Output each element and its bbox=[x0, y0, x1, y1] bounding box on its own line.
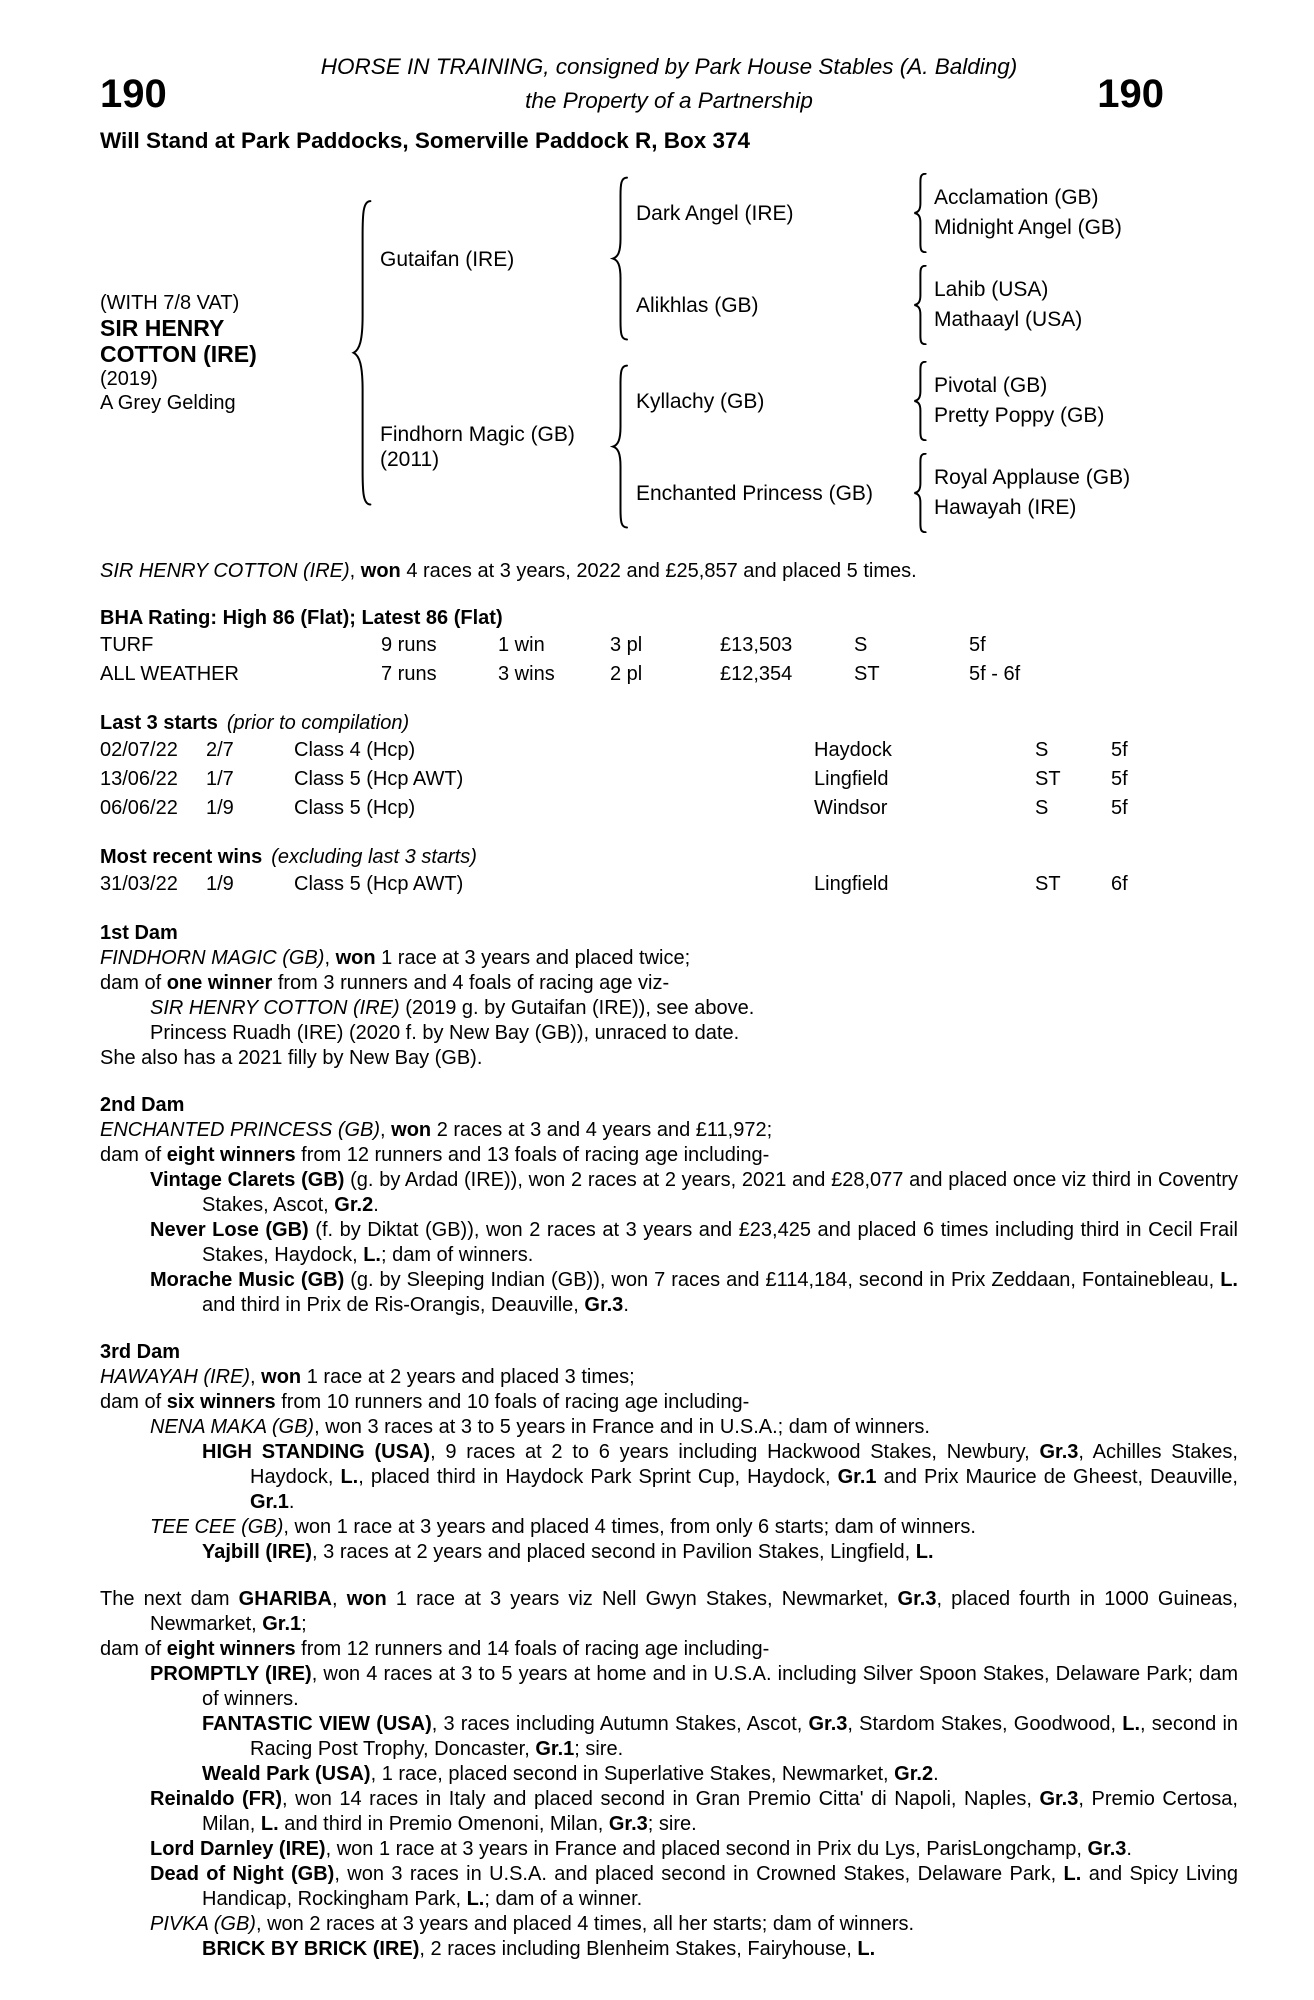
sire-brace bbox=[610, 173, 630, 345]
next-dam-record: The next dam GHARIBA, won 1 race at 3 years viz Nell Gwyn Stakes, Newmarket, Gr.3, placed fourth in 1000 Guineas, Newmarket, Gr.1; bbox=[100, 1588, 1238, 1635]
bha-cell: 3 pl bbox=[610, 634, 643, 656]
produce-entry: BRICK BY BRICK (IRE), 2 races including Blenheim Stakes, Fairyhouse, L. bbox=[202, 1938, 876, 1960]
second-dam-record: ENCHANTED PRINCESS (GB), won 2 races at 3 and 4 years and £11,972; bbox=[100, 1119, 773, 1141]
horse-foaled-year: (2019) bbox=[100, 368, 158, 390]
dam-parents bbox=[636, 361, 1238, 533]
recent-wins-table bbox=[100, 870, 1238, 899]
race-cell: 5f bbox=[1111, 797, 1128, 819]
race-cell: Haydock bbox=[814, 739, 892, 761]
bha-cell: 9 runs bbox=[381, 634, 437, 656]
produce-entry: Yajbill (IRE), 3 races at 2 years and placed second in Pavilion Stakes, Lingfield, L. bbox=[202, 1541, 934, 1563]
dam-sire-branch bbox=[636, 361, 1238, 441]
race-cell: ST bbox=[1035, 873, 1061, 895]
produce-entry: NENA MAKA (GB), won 3 races at 3 to 5 years in France and in U.S.A.; dam of winners. bbox=[150, 1416, 930, 1438]
dam-sire-name: Kyllachy (GB) bbox=[636, 389, 765, 413]
sire-dam-branch bbox=[636, 265, 1238, 345]
lot-number-right: 190 bbox=[1097, 72, 1164, 116]
sire-sire-dam-name: Midnight Angel (GB) bbox=[934, 216, 1122, 239]
third-dam-heading: 3rd Dam bbox=[100, 1341, 181, 1363]
horse-description: A Grey Gelding bbox=[100, 392, 236, 414]
sire-parents bbox=[636, 173, 1238, 345]
race-cell: Class 4 (Hcp) bbox=[294, 739, 416, 761]
race-cell: S bbox=[1035, 797, 1049, 819]
produce-entry: TEE CEE (GB), won 1 race at 3 years and placed 4 times, from only 6 starts; dam of winners. bbox=[150, 1516, 976, 1538]
dam-sire-sire-name: Pivotal (GB) bbox=[934, 374, 1048, 397]
race-cell: S bbox=[1035, 739, 1049, 761]
dam-year: (2011) bbox=[380, 448, 440, 471]
race-cell: Class 5 (Hcp AWT) bbox=[294, 768, 464, 790]
bha-rating-title: BHA Rating: High 86 (Flat); Latest 86 (Flat) bbox=[100, 607, 503, 629]
first-dam-record: FINDHORN MAGIC (GB), won 1 race at 3 years and placed twice; bbox=[100, 947, 691, 969]
last-3-starts-note: (prior to compilation) bbox=[226, 712, 410, 734]
first-dam-produce-intro: dam of one winner from 3 runners and 4 foals of racing age viz- bbox=[100, 972, 670, 994]
horse-name-line2: COTTON (IRE) bbox=[100, 341, 257, 367]
produce-entry: PIVKA (GB), won 2 races at 3 years and placed 4 times, all her starts; dam of winners. bbox=[150, 1913, 915, 1935]
bha-cell: 2 pl bbox=[610, 663, 643, 685]
bha-cell: TURF bbox=[100, 634, 154, 656]
bha-cell: ST bbox=[854, 663, 880, 685]
lot-number-left: 190 bbox=[100, 72, 167, 116]
produce-entry: PROMPTLY (IRE), won 4 races at 3 to 5 years at home and in U.S.A. including Silver Spoon Stakes, Delaware Park; dam of winners. bbox=[150, 1663, 1238, 1710]
sire-dam-brace bbox=[912, 265, 928, 345]
produce-entry: Never Lose (GB) (f. by Diktat (GB)), won 2 races at 3 years and £23,425 and placed 6 times including third in Cecil Frail Stakes, Haydock, L.; dam of winners. bbox=[150, 1219, 1238, 1266]
last-3-starts-heading bbox=[100, 711, 1238, 736]
recent-wins-note: (excluding last 3 starts) bbox=[271, 846, 477, 868]
dam-sire-parents bbox=[934, 373, 1238, 429]
header-center bbox=[250, 48, 1088, 113]
next-dam-produce-intro: dam of eight winners from 12 runners and 14 foals of racing age including- bbox=[100, 1638, 770, 1660]
dam-dam-sire-name: Royal Applause (GB) bbox=[934, 466, 1131, 489]
pedigree-table bbox=[100, 173, 1238, 533]
third-dam-section bbox=[100, 1340, 1238, 1565]
dam-dam-brace bbox=[912, 453, 928, 533]
sire-sire-brace bbox=[912, 173, 928, 253]
recent-wins-heading bbox=[100, 845, 1238, 870]
race-cell: 13/06/22 bbox=[100, 768, 178, 790]
horse-name-line1: SIR HENRY bbox=[100, 315, 225, 341]
horse-info bbox=[100, 291, 350, 415]
produce-entry: FANTASTIC VIEW (USA), 3 races including Autumn Stakes, Ascot, Gr.3, Stardom Stakes, Goodwood, L., second in Racing Post Trophy, Doncaster, Gr.1; sire. bbox=[202, 1713, 1239, 1760]
stand-location: Will Stand at Park Paddocks, Somerville Paddock R, Box 374 bbox=[100, 128, 751, 153]
produce-note: She also has a 2021 filly by New Bay (GB). bbox=[100, 1047, 483, 1069]
bha-cell: 5f - 6f bbox=[969, 663, 1021, 685]
third-dam-record: HAWAYAH (IRE), won 1 race at 2 years and placed 3 times; bbox=[100, 1366, 635, 1388]
page-header bbox=[100, 48, 1238, 116]
dam-dam-branch bbox=[636, 453, 1238, 533]
race-cell: Class 5 (Hcp AWT) bbox=[294, 873, 464, 895]
produce-entry: Dead of Night (GB), won 3 races in U.S.A. and placed second in Crowned Stakes, Delaware Park, L. and Spicy Living Handicap, Rockingham Park, L.; dam of a winner. bbox=[150, 1863, 1238, 1910]
race-cell: Lingfield bbox=[814, 873, 889, 895]
first-dam-heading: 1st Dam bbox=[100, 922, 178, 944]
dam-brace bbox=[610, 361, 630, 533]
sire-sire-sire-name: Acclamation (GB) bbox=[934, 186, 1099, 209]
produce-entry: Weald Park (USA), 1 race, placed second in Superlative Stakes, Newmarket, Gr.2. bbox=[202, 1763, 939, 1785]
race-cell: ST bbox=[1035, 768, 1061, 790]
third-dam-produce-intro: dam of six winners from 10 runners and 10 foals of racing age including- bbox=[100, 1391, 750, 1413]
sire-name: Gutaifan (IRE) bbox=[380, 247, 515, 271]
bha-rating-table bbox=[100, 631, 1238, 689]
dam-dam-name: Enchanted Princess (GB) bbox=[636, 481, 873, 505]
race-cell: 5f bbox=[1111, 739, 1128, 761]
recent-wins-section bbox=[100, 845, 1238, 899]
produce-entry: HIGH STANDING (USA), 9 races at 2 to 6 years including Hackwood Stakes, Newbury, Gr.3, Achilles Stakes, Haydock, L., placed third in Haydock Park Sprint Cup, Haydock, Gr.1 and Prix Maurice de Gheest, Deauville, Gr.1. bbox=[202, 1441, 1238, 1513]
race-cell: 1/9 bbox=[206, 873, 234, 895]
next-dam-section bbox=[100, 1587, 1238, 1962]
produce-entry: SIR HENRY COTTON (IRE) (2019 g. by Gutaifan (IRE)), see above. bbox=[150, 997, 755, 1019]
race-cell: 6f bbox=[1111, 873, 1128, 895]
produce-entry: Reinaldo (FR), won 14 races in Italy and placed second in Gran Premio Citta' di Napoli, Naples, Gr.3, Premio Certosa, Milan, L. and third in Premio Omenoni, Milan, Gr.3; sire. bbox=[150, 1788, 1238, 1835]
last-3-starts-title: Last 3 starts bbox=[100, 712, 218, 734]
dam-dam-dam-name: Hawayah (IRE) bbox=[934, 496, 1077, 519]
second-dam-heading: 2nd Dam bbox=[100, 1094, 185, 1116]
bha-cell: 5f bbox=[969, 634, 986, 656]
produce-entry: Lord Darnley (IRE), won 1 race at 3 years in France and placed second in Prix du Lys, ParisLongchamp, Gr.3. bbox=[150, 1838, 1132, 1860]
second-dam-produce-intro: dam of eight winners from 12 runners and 13 foals of racing age including- bbox=[100, 1144, 770, 1166]
second-dam-section bbox=[100, 1093, 1238, 1318]
sire-sire-branch bbox=[636, 173, 1238, 253]
sire-sire-parents bbox=[934, 185, 1238, 241]
dam-sire-dam-name: Pretty Poppy (GB) bbox=[934, 404, 1105, 427]
race-cell: 5f bbox=[1111, 768, 1128, 790]
race-summary: SIR HENRY COTTON (IRE), won 4 races at 3 years, 2022 and £25,857 and placed 5 times. bbox=[100, 560, 917, 582]
race-cell: Windsor bbox=[814, 797, 888, 819]
dam-sire-brace bbox=[912, 361, 928, 441]
produce-entry: Vintage Clarets (GB) (g. by Ardad (IRE)), won 2 races at 2 years, 2021 and £28,077 and placed once viz third in Coventry Stakes, Ascot, Gr.2. bbox=[150, 1169, 1239, 1216]
race-cell: 1/9 bbox=[206, 797, 234, 819]
sire-branch bbox=[380, 173, 1238, 345]
bha-cell: S bbox=[854, 634, 868, 656]
property-line: the Property of a Partnership bbox=[525, 88, 813, 113]
race-cell: Class 5 (Hcp) bbox=[294, 797, 416, 819]
race-cell: 02/07/22 bbox=[100, 739, 178, 761]
sire-dam-dam-name: Mathaayl (USA) bbox=[934, 308, 1083, 331]
pedigree-root-brace bbox=[350, 173, 374, 533]
race-cell: Lingfield bbox=[814, 768, 889, 790]
dam-branch bbox=[380, 361, 1238, 533]
sire-sire-name: Dark Angel (IRE) bbox=[636, 201, 794, 225]
bha-cell: 3 wins bbox=[498, 663, 555, 685]
sire-dam-sire-name: Lahib (USA) bbox=[934, 278, 1049, 301]
dam-name: Findhorn Magic (GB) bbox=[380, 423, 575, 446]
vat-note: (WITH 7/8 VAT) bbox=[100, 292, 240, 314]
dam-name-cell bbox=[380, 422, 610, 472]
bha-cell: ALL WEATHER bbox=[100, 663, 239, 685]
bha-rating-section bbox=[100, 606, 1238, 689]
bha-cell: £13,503 bbox=[720, 634, 793, 656]
produce-entry: Princess Ruadh (IRE) (2020 f. by New Bay (GB)), unraced to date. bbox=[150, 1022, 740, 1044]
last-3-starts-table bbox=[100, 736, 1238, 823]
sire-dam-parents bbox=[934, 277, 1238, 333]
recent-wins-title: Most recent wins bbox=[100, 846, 263, 868]
produce-entry: Morache Music (GB) (g. by Sleeping Indian (GB)), won 7 races and £114,184, second in Prix Zeddaan, Fontainebleau, L. and third in Prix de Ris-Orangis, Deauville, Gr.3. bbox=[150, 1269, 1238, 1316]
race-cell: 06/06/22 bbox=[100, 797, 178, 819]
bha-cell: 1 win bbox=[498, 634, 545, 656]
pedigree-generations bbox=[380, 173, 1238, 533]
race-cell: 2/7 bbox=[206, 739, 234, 761]
first-dam-section bbox=[100, 921, 1238, 1071]
sire-dam-name: Alikhlas (GB) bbox=[636, 293, 759, 317]
last-3-starts-section bbox=[100, 711, 1238, 823]
race-cell: 31/03/22 bbox=[100, 873, 178, 895]
bha-cell: £12,354 bbox=[720, 663, 793, 685]
dam-dam-parents bbox=[934, 465, 1238, 521]
race-cell: 1/7 bbox=[206, 768, 234, 790]
bha-cell: 7 runs bbox=[381, 663, 437, 685]
consignor-line: HORSE IN TRAINING, consigned by Park House Stables (A. Balding) bbox=[320, 54, 1018, 79]
